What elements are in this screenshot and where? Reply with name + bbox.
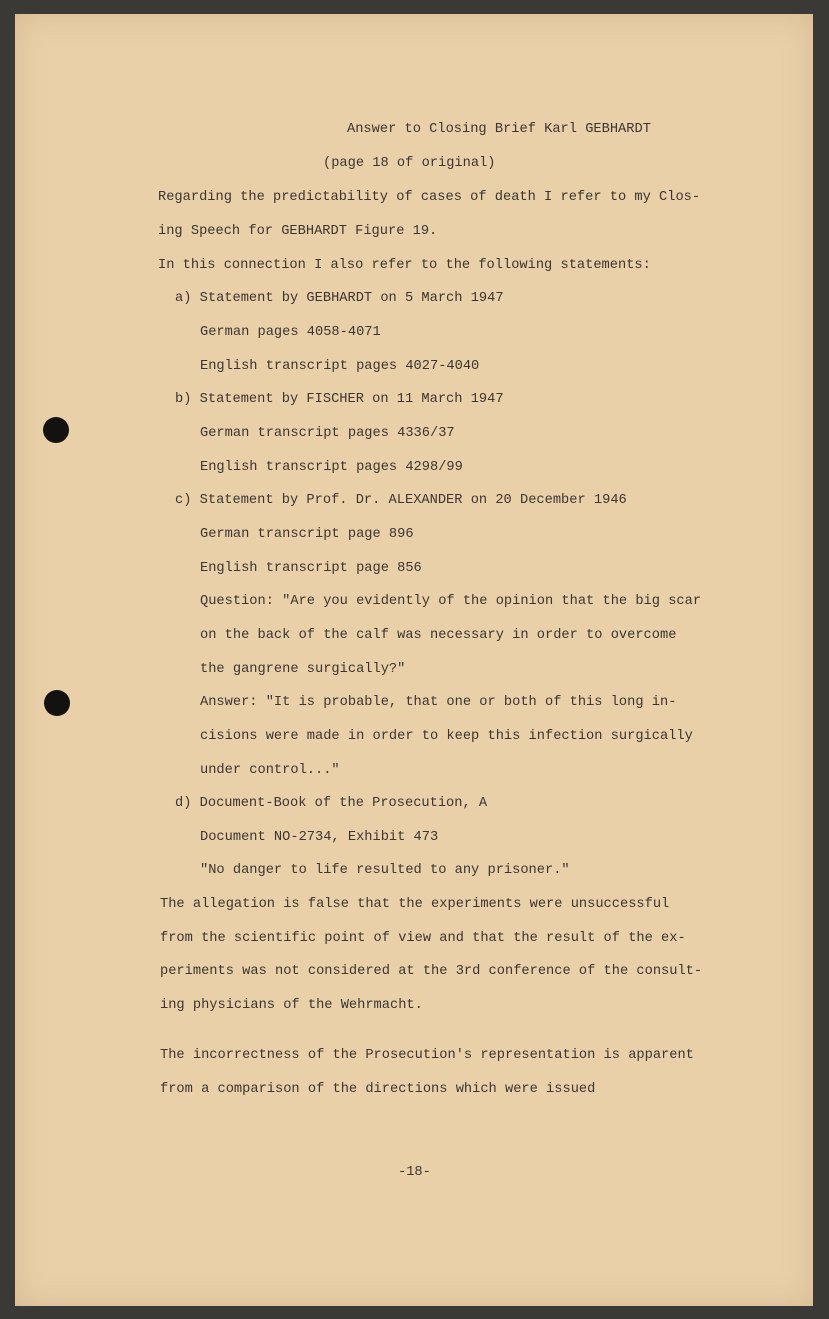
document-title: Answer to Closing Brief Karl GEBHARDT bbox=[347, 122, 651, 137]
text-line: Question: "Are you evidently of the opinion that the big scar bbox=[200, 594, 702, 609]
text-line: Answer: "It is probable, that one or both of this long in- bbox=[200, 695, 677, 710]
list-item-a: a) Statement by GEBHARDT on 5 March 1947 bbox=[175, 291, 504, 306]
text-line: Regarding the predictability of cases of death I refer to my Clos- bbox=[158, 190, 701, 205]
list-item-b: b) Statement by FISCHER on 11 March 1947 bbox=[175, 392, 504, 407]
text-line: under control..." bbox=[200, 763, 340, 778]
text-line: from a comparison of the directions which were issued bbox=[160, 1082, 596, 1097]
document-subtitle: (page 18 of original) bbox=[323, 156, 496, 171]
text-line: The allegation is false that the experiments were unsuccessful bbox=[160, 897, 670, 912]
list-item-d: d) Document-Book of the Prosecution, A bbox=[175, 796, 488, 811]
text-line: German pages 4058-4071 bbox=[200, 325, 381, 340]
text-line: from the scientific point of view and that the result of the ex- bbox=[160, 931, 686, 946]
text-line: English transcript page 856 bbox=[200, 561, 422, 576]
text-line: ing physicians of the Wehrmacht. bbox=[160, 998, 423, 1013]
page-number: -18- bbox=[398, 1165, 431, 1180]
text-line: "No danger to life resulted to any prisoner." bbox=[200, 863, 570, 878]
text-line: German transcript pages 4336/37 bbox=[200, 426, 455, 441]
text-line: English transcript pages 4298/99 bbox=[200, 460, 463, 475]
text-line: ing Speech for GEBHARDT Figure 19. bbox=[158, 224, 438, 239]
list-item-c: c) Statement by Prof. Dr. ALEXANDER on 20 December 1946 bbox=[175, 493, 627, 508]
text-line: periments was not considered at the 3rd conference of the consult- bbox=[160, 964, 703, 979]
punch-hole bbox=[44, 690, 70, 716]
text-line: German transcript page 896 bbox=[200, 527, 414, 542]
text-line: English transcript pages 4027-4040 bbox=[200, 359, 480, 374]
text-line: Document NO-2734, Exhibit 473 bbox=[200, 830, 439, 845]
document-page bbox=[15, 14, 813, 1306]
text-line: cisions were made in order to keep this infection surgically bbox=[200, 729, 693, 744]
text-line: on the back of the calf was necessary in order to overcome bbox=[200, 628, 677, 643]
text-line: In this connection I also refer to the following statements: bbox=[158, 258, 651, 273]
text-line: The incorrectness of the Prosecution's representation is apparent bbox=[160, 1048, 694, 1063]
text-line: the gangrene surgically?" bbox=[200, 662, 406, 677]
punch-hole bbox=[43, 417, 69, 443]
